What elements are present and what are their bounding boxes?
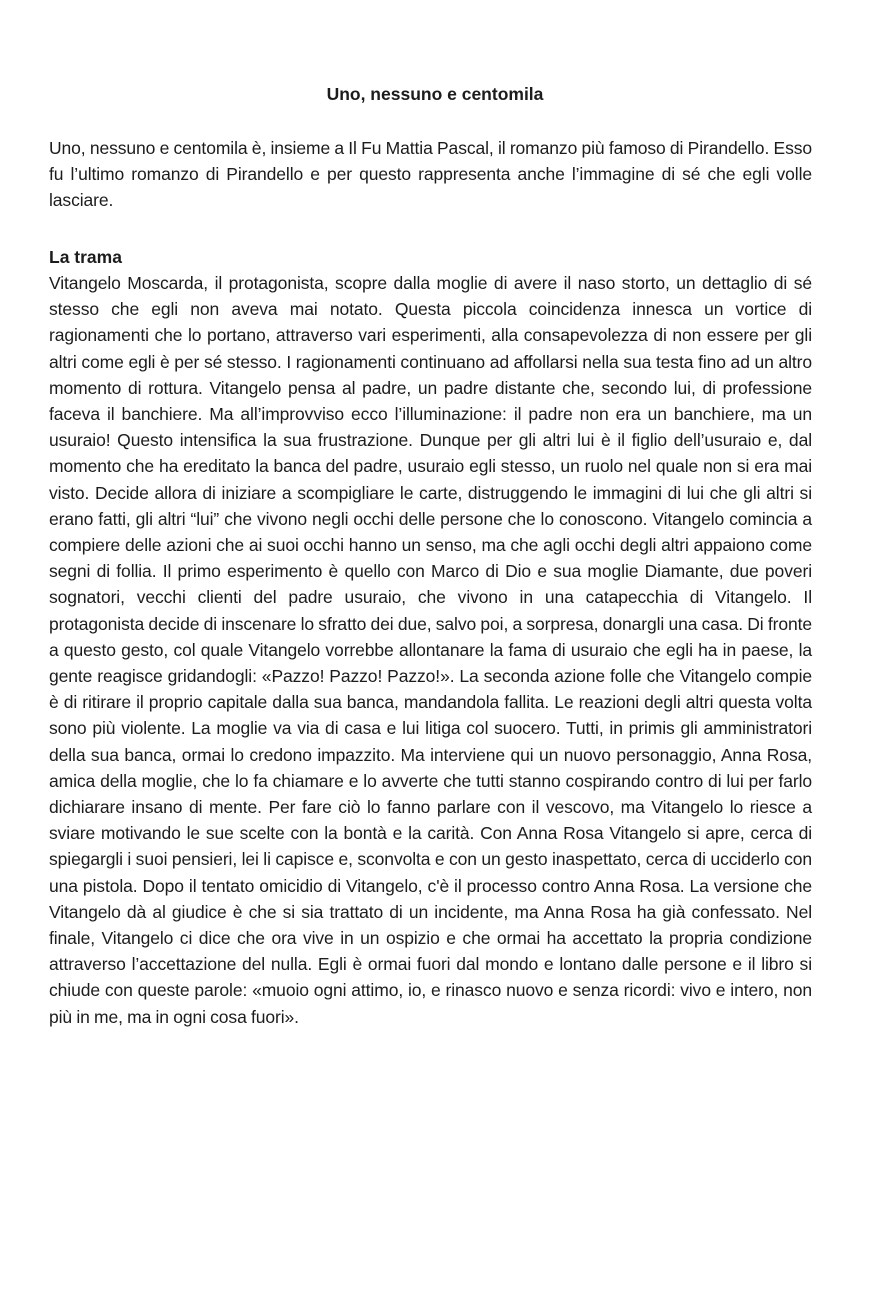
plot-paragraph: Vitangelo Moscarda, il protagonista, scopre dalla moglie di avere il naso storto, un dettaglio di sé stesso che egli non aveva mai notato. Questa piccola coincidenza innesca un vortice di ragionamenti che lo portano, attraverso vari esperimenti, alla consapevolezza di non essere per gli altri come egli è per sé stesso. I ragionamenti continuano ad affollarsi nella sua testa fino ad un altro momento di rottura. Vitangelo pensa al padre, un padre distante che, secondo lui, di professione faceva il banchiere. Ma all’improvviso ecco l’illuminazione: il padre non era un banchiere, ma un usuraio! Questo intensifica la sua frustrazione. Dunque per gli altri lui è il figlio dell’usuraio e, dal momento che ha ereditato la banca del padre, usuraio egli stesso, un ruolo nel quale non si era mai visto. Decide allora di iniziare a scompigliare le carte, distruggendo le immagini di lui che gli altri si erano fatti, gli altri “lui” che vivono negli occhi delle persone che lo conoscono. Vitangelo comincia a compiere delle azioni che ai suoi occhi hanno un senso, ma che agli occhi degli altri appaiono come segni di follia. Il primo esperimento è quello con Marco di Dio e sua moglie Diamante, due poveri sognatori, vecchi clienti del padre usuraio, che vivono in una catapecchia di Vitangelo. Il protagonista decide di inscenare lo sfratto dei due, salvo poi, a sorpresa, donargli una casa. Di fronte a questo gesto, col quale Vitangelo vorrebbe allontanare la fama di usuraio che egli ha in paese, la gente reagisce gridandogli: «Pazzo! Pazzo! Pazzo!». La seconda azione folle che Vitangelo compie è di ritirare il proprio capitale dalla sua banca, mandandola fallita. Le reazioni degli altri questa volta sono più violente. La moglie va via di casa e lui litiga col suocero. Tutti, in primis gli amministratori della sua banca, ormai lo credono impazzito. Ma interviene qui un nuovo personaggio, Anna Rosa, amica della moglie, che lo fa chiamare e lo avverte che tutti stanno cospirando contro di lui per farlo dichiarare insano di mente. Per fare ciò lo fanno parlare con il vescovo, ma Vitangelo lo riesce a sviare motivando le sue scelte con la bontà e la carità. Con Anna Rosa Vitangelo si apre, cerca di spiegargli i suoi pensieri, lei li capisce e, sconvolta e con un gesto inaspettato, cerca di ucciderlo con una pistola. Dopo il tentato omicidio di Vitangelo, c'è il processo contro Anna Rosa. La versione che Vitangelo dà al giudice è che si sia trattato di un incidente, ma Anna Rosa ha già confessato. Nel finale, Vitangelo ci dice che ora vive in un ospizio e che ormai ha accettato la propria condizione attraverso l’accettazione del nulla. Egli è ormai fuori dal mondo e lontano dalle persone e il libro si chiude con queste parole: «muoio ogni attimo, io, e rinasco nuovo e senza ricordi: vivo e intero, non più in me, ma in ogni cosa fuori». [49,273,812,1027]
intro-paragraph: Uno, nessuno e centomila è, insieme a Il Fu Mattia Pascal, il romanzo più famoso di Pirandello. Esso fu l’ultimo romanzo di Pirandello e per questo rappresenta anche l’immagine di sé che egli volle lasciare. [49,138,812,211]
document-title: Uno, nessuno e centomila [326,84,544,104]
section-heading-la-trama: La trama [49,247,122,267]
